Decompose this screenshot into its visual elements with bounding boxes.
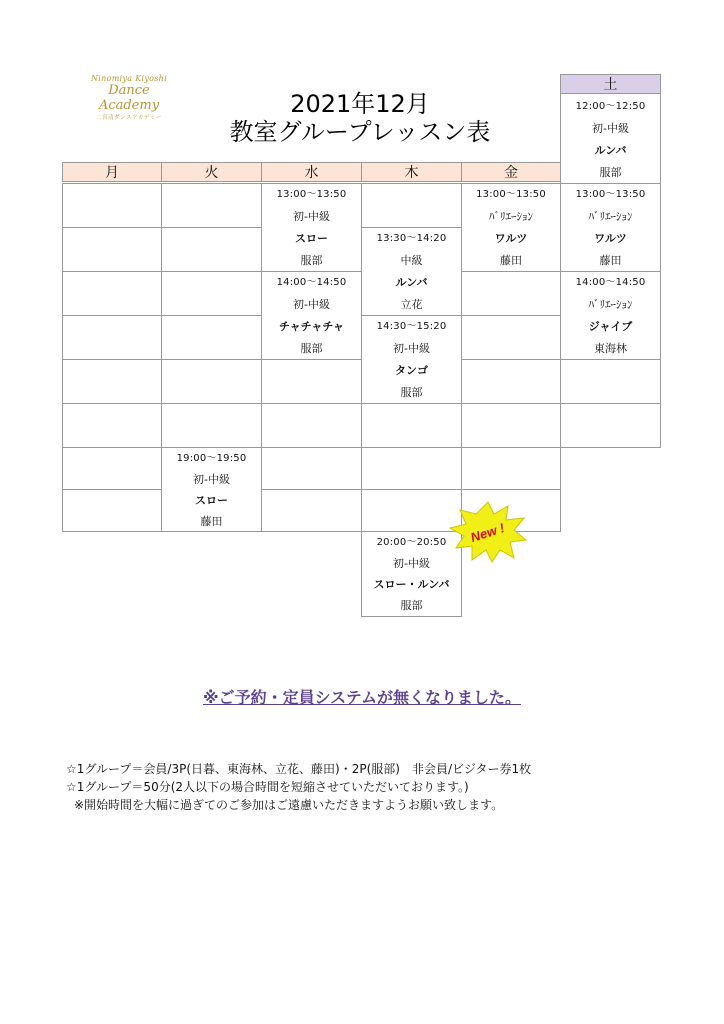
lesson-teacher: 服部 [400,599,423,612]
empty-slot [62,227,162,272]
lesson-teacher: 服部 [300,254,323,267]
lesson-level: 初-中級 [293,210,330,223]
header-wednesday: 水 [261,162,362,182]
empty-slot [62,489,162,532]
lesson-teacher: 服部 [300,342,323,355]
empty-slot [461,315,561,360]
lesson-dance: ワルツ [494,232,528,245]
lesson-sat-1 [560,93,661,184]
lesson-time: 12:00～12:50 [575,101,646,112]
page-title-month: 2021年12月 [290,90,430,118]
lesson-level: 初-中級 [393,342,430,355]
page-title-main: 教室グループレッスン表 [229,118,491,146]
empty-slot [62,271,162,316]
header-monday: 月 [62,162,162,182]
empty-slot [560,359,661,404]
lesson-level: ﾊﾞﾘｴｰｼｮﾝ [489,210,533,223]
lesson-time: 14:00～14:50 [276,277,347,288]
lesson-teacher: 立花 [400,298,423,311]
empty-slot [161,271,262,316]
empty-slot [461,447,561,490]
notice-label: ※ご予約・定員システムが無くなりました。 [203,688,521,707]
empty-slot [62,359,162,404]
header-thursday: 木 [361,162,462,182]
empty-slot [62,447,162,490]
lesson-level: 初-中級 [193,473,230,486]
footnote-3: ※開始時間を大幅に過ぎてのご参加はご遠慮いただきますようお願い致します。 [74,798,504,812]
lesson-dance: ジャイブ [588,320,633,333]
lesson-time: 13:00～13:50 [476,189,546,200]
logo-main-text: Dance Academy [98,83,160,113]
lesson-teacher: 東海林 [594,342,627,355]
lesson-dance: ワルツ [594,232,627,245]
empty-slot [161,403,262,448]
lesson-thu-2 [361,315,462,404]
lesson-dance: ルンバ [395,276,428,289]
lesson-sat-3 [560,271,661,360]
lesson-level: ﾊﾞﾘｴｰｼｮﾝ [588,298,633,311]
lesson-level: 初-中級 [592,122,629,135]
empty-slot [161,359,262,404]
lesson-dance: ルンバ [594,144,627,157]
lesson-time: 14:00～14:50 [575,277,646,288]
lesson-time: 19:00～19:50 [176,453,247,464]
lesson-tue-1 [161,447,262,532]
lesson-teacher: 藤田 [500,254,522,267]
lesson-level: ﾊﾞﾘｴｰｼｮﾝ [588,210,633,223]
header-saturday: 土 [560,74,661,94]
empty-slot [62,183,162,228]
lesson-wed-2 [261,271,362,360]
new-badge [448,500,528,564]
starburst-icon [448,500,528,564]
lesson-time: 13:00～13:50 [575,189,646,200]
empty-slot [62,315,162,360]
empty-slot [361,183,462,228]
empty-slot [461,271,561,316]
empty-slot [361,489,462,532]
lesson-time: 13:00～13:50 [276,189,347,200]
empty-slot [261,403,362,448]
empty-slot [461,403,561,448]
empty-slot [361,403,462,448]
empty-slot [461,359,561,404]
footnote-1: ☆1グループ＝会員/3P(日暮、東海林、立花、藤田)・2P(服部) 非会員/ビジター券1枚 [66,762,532,776]
logo-sub-text: 二宮清ダンスアカデミー [96,115,162,121]
lesson-time: 14:30～15:20 [376,321,447,332]
lesson-sat-2 [560,183,661,272]
lesson-dance: スロー [195,494,228,507]
lesson-level: 中級 [400,254,423,267]
footnote-2: ☆1グループ＝50分(2人以下の場合時間を短縮させていただいております。) [66,780,469,794]
empty-slot [261,489,362,532]
lesson-dance: スロー・ルンバ [373,578,450,591]
empty-slot [161,183,262,228]
empty-slot [161,227,262,272]
header-friday: 金 [461,162,561,182]
lesson-teacher: 服部 [400,386,423,399]
lesson-teacher: 藤田 [200,515,223,528]
lesson-time: 13:30～14:20 [376,233,447,244]
new-badge-text: New ! [468,520,507,546]
header-tuesday: 火 [161,162,262,182]
lesson-level: 初-中級 [293,298,330,311]
lesson-teacher: 藤田 [599,254,622,267]
lesson-dance: スロー [295,232,328,245]
lesson-wed-1 [261,183,362,272]
empty-slot [361,447,462,490]
empty-slot [261,447,362,490]
lesson-level: 初-中級 [393,557,430,570]
empty-slot [261,359,362,404]
academy-logo [84,74,174,121]
lesson-dance: タンゴ [395,364,428,377]
lesson-time: 20:00～20:50 [376,537,447,548]
notice-text [0,685,724,708]
empty-slot [62,403,162,448]
lesson-dance: チャチャチャ [278,320,344,333]
logo-top-text: Ninomiya Kiyoshi [91,74,167,83]
empty-slot [560,403,661,448]
lesson-thu-3 [361,531,462,617]
lesson-thu-1 [361,227,462,316]
lesson-fri-1 [461,183,561,272]
lesson-teacher: 服部 [599,166,622,179]
empty-slot [161,315,262,360]
